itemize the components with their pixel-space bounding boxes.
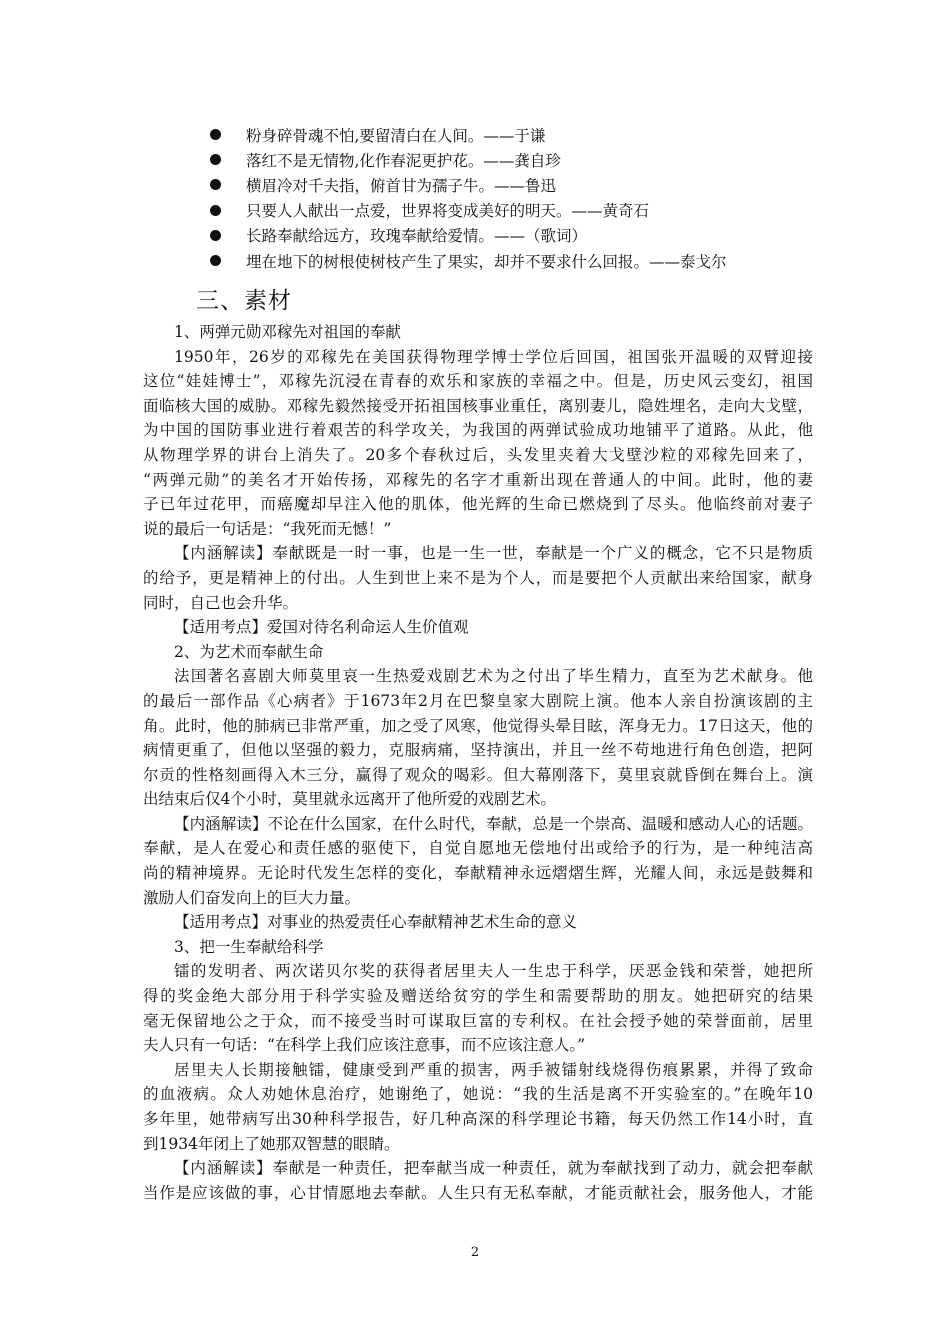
subsection-title: 1、两弹元勋邓稼先对祖国的奉献 bbox=[174, 323, 401, 341]
paragraph-line: 的血液病。众人劝她休息治疗，她谢绝了，她说：“我的生活是离不开实验室的。”在晚年10 bbox=[143, 1085, 813, 1104]
paragraph-line: 到1934年闭上了她那双智慧的眼睛。 bbox=[143, 1134, 400, 1153]
list-item: 落红不是无情物,化作春泥更护花。——龚自珍 bbox=[210, 147, 810, 172]
paragraph-line: 的给予，更是精神上的付出。人生到世上来不是为个人，而是要把个人贡献出来给国家，献身 bbox=[143, 568, 813, 587]
list-item: 横眉冷对千夫指，俯首甘为孺子牛。——鲁迅 bbox=[210, 172, 810, 197]
paragraph-line: 出结束后仅4个小时，莫里就永远离开了他所爱的戏剧艺术。 bbox=[143, 790, 556, 809]
paragraph-line: 从物理学界的讲台上消失了。20多个春秋过后，头发里夹着大戈壁沙粒的邓稼先回来了， bbox=[143, 445, 813, 464]
quote-list bbox=[210, 122, 810, 273]
paragraph-line: 镭的发明者、两次诺贝尔奖的获得者居里夫人一生忠于科学，厌恶金钱和荣誉，她把所 bbox=[174, 962, 813, 981]
paragraph-line: 尚的精神境界。无论时代发生怎样的变化，奉献精神永远熠熠生辉，光耀人间，永远是鼓舞和 bbox=[143, 864, 813, 883]
bullet-icon bbox=[210, 205, 221, 216]
page-number: 2 bbox=[470, 1245, 480, 1260]
paragraph-line: 角。此时，他的肺病已非常严重，加之受了风寒，他觉得头晕目眩，浑身无力。17日这天，他的 bbox=[143, 716, 813, 735]
paragraph-line: 说的最后一句话是：“我死而无憾！” bbox=[143, 519, 392, 538]
bullet-icon bbox=[210, 179, 221, 190]
list-item: 埋在地下的树根使树枝产生了果实，却并不要求什么回报。——泰戈尔 bbox=[210, 248, 810, 273]
paragraph-line: 法国著名喜剧大师莫里哀一生热爱戏剧艺术为之付出了毕生精力，直至为艺术献身。他 bbox=[174, 667, 813, 686]
section-heading: 三、素材 bbox=[196, 288, 292, 314]
bullet-icon bbox=[210, 255, 221, 266]
paragraph-line: 尔贡的性格刻画得入木三分，赢得了观众的喝彩。但大幕刚落下，莫里哀就昏倒在舞台上。演 bbox=[143, 765, 813, 784]
list-item: 长路奉献给远方，玫瑰奉献给爱情。——（歌词） bbox=[210, 223, 810, 248]
subsection-title: 2、为艺术而奉献生命 bbox=[174, 642, 324, 661]
paragraph-line: 病情更重了，但他以坚强的毅力，克服病痛，坚持演出，并且一丝不苟地进行角色创造，把阿 bbox=[143, 741, 813, 760]
paragraph-line: 【适用考点】爱国对待名利命运人生价值观 bbox=[174, 618, 469, 637]
paragraph-line: 【内涵解读】奉献既是一时一事，也是一生一世，奉献是一个广义的概念，它不只是物质 bbox=[174, 544, 813, 563]
paragraph-line: 为中国的国防事业进行着艰苦的科学攻关，为我国的两弹试验成功地铺平了道路。从此，他 bbox=[143, 421, 813, 440]
paragraph-line: 多年里，她带病写出30种科学报告，好几种高深的科学理论书籍，每天仍然工作14小时，直 bbox=[143, 1110, 813, 1128]
subsection-title: 3、把一生奉献给科学 bbox=[174, 937, 324, 956]
paragraph-line: 当作是应该做的事，心甘情愿地去奉献。人生只有无私奉献，才能贡献社会，服务他人，才能 bbox=[143, 1183, 813, 1202]
paragraph-line: 居里夫人长期接触镭，健康受到严重的损害，两手被镭射线烧得伤痕累累，并得了致命 bbox=[174, 1060, 813, 1079]
paragraph-line: 得的奖金绝大部分用于科学实验及赠送给贫穷的学生和需要帮助的朋友。她把研究的结果 bbox=[143, 987, 813, 1006]
bullet-icon bbox=[210, 154, 221, 165]
bullet-icon bbox=[210, 230, 221, 241]
paragraph-line: 这位“娃娃博士”，邓稼先沉浸在青春的欢乐和家族的幸福之中。但是，历史风云变幻，祖国 bbox=[143, 372, 813, 391]
paragraph-line: 夫人只有一句话：“在科学上我们应该注意事，而不应该注意人。” bbox=[143, 1036, 586, 1055]
body-text bbox=[143, 320, 813, 1205]
paragraph-line: 激励人们奋发向上的巨大力量。 bbox=[143, 888, 361, 907]
paragraph-line: 【内涵解读】奉献是一种责任，把奉献当成一种责任，就为奉献找到了动力，就会把奉献 bbox=[174, 1159, 813, 1178]
bullet-icon bbox=[210, 129, 221, 140]
paragraph-line: 面临核大国的威胁。邓稼先毅然接受开拓祖国核事业重任，离别妻儿，隐姓埋名，走向大戈壁， bbox=[143, 396, 813, 415]
list-item: 只要人人献出一点爱，世界将变成美好的明天。——黄奇石 bbox=[210, 198, 810, 223]
paragraph-line: 毫无保留地公之于众，而不接受当时可谋取巨富的专利权。在社会授予她的荣誉面前，居里 bbox=[143, 1011, 813, 1030]
paragraph-line: 奉献，是人在爱心和责任感的驱使下，自觉自愿地无偿地付出或给予的行为，是一种纯洁高 bbox=[143, 839, 813, 858]
paragraph-line: 同时，自己也会升华。 bbox=[143, 593, 299, 612]
paragraph-line: 【内涵解读】不论在什么国家，在什么时代，奉献，总是一个崇高、温暖和感动人心的话题。 bbox=[174, 814, 813, 833]
paragraph-line: 1950年，26岁的邓稼先在美国获得物理学博士学位后回国，祖国张开温暖的双臂迎接 bbox=[174, 347, 813, 366]
paragraph-line: 的最后一部作品《心病者》于1673年2月在巴黎皇家大剧院上演。他本人亲自扮演该剧的主 bbox=[143, 691, 813, 710]
paragraph-line: “两弹元勋”的美名才开始传扬，邓稼先的名字才重新出现在普通人的中间。此时，他的妻 bbox=[143, 470, 813, 489]
paragraph-line: 【适用考点】对事业的热爱责任心奉献精神艺术生命的意义 bbox=[174, 913, 578, 932]
paragraph-line: 子已年过花甲，而癌魔却早注入他的肌体，他光辉的生命已燃烧到了尽头。他临终前对妻子 bbox=[143, 495, 813, 514]
list-item: 粉身碎骨魂不怕,要留清白在人间。——于谦 bbox=[210, 122, 810, 147]
